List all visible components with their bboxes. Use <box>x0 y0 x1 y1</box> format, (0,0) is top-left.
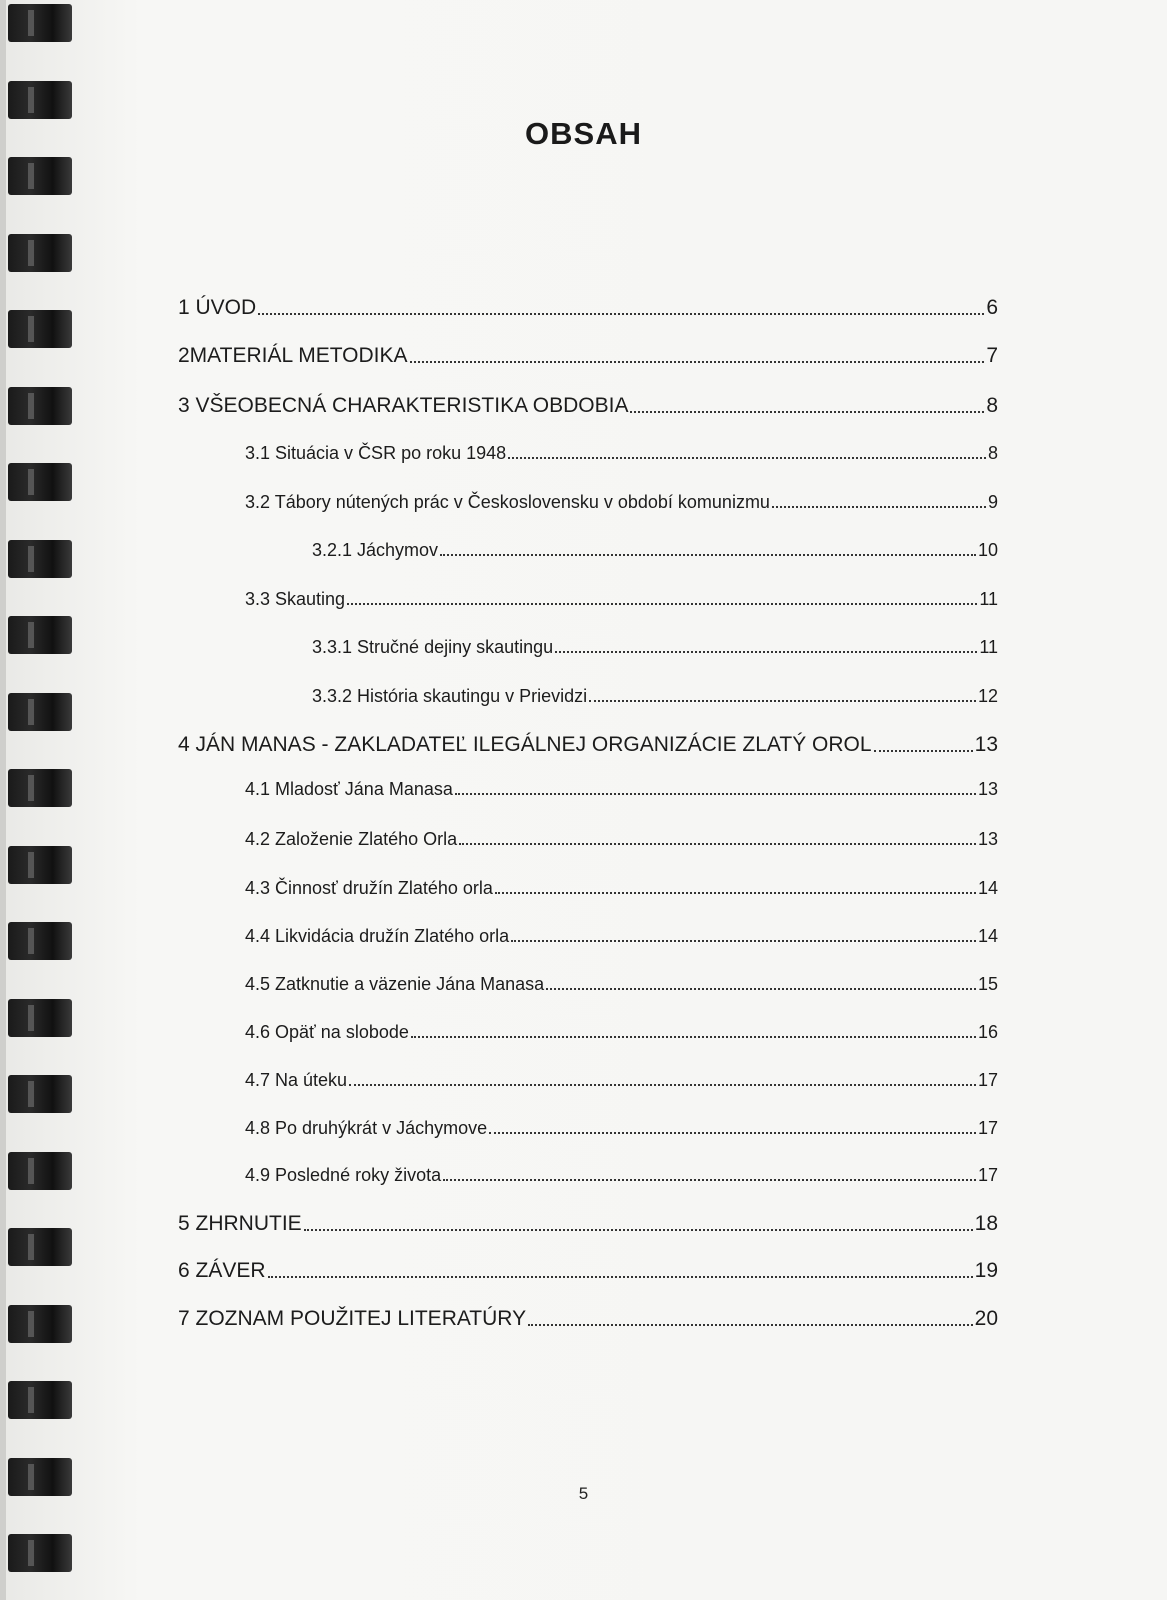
toc-dot-leader <box>555 650 977 653</box>
toc-entry-label: 4.2 Založenie Zlatého Orla <box>245 829 458 849</box>
toc-entry <box>245 492 998 513</box>
toc-entry <box>245 443 998 464</box>
toc-entry-label: 5 ZHRNUTIE <box>178 1212 302 1235</box>
toc-entry-page: 16 <box>977 1022 998 1042</box>
toc-entry-page: 8 <box>987 443 998 463</box>
toc-entry-label: 1 ÚVOD <box>178 296 257 319</box>
toc-dot-leader <box>546 987 976 990</box>
toc-entry-label: 4.9 Posledné roky života <box>245 1165 442 1185</box>
toc-entry-label: 3.2.1 Jáchymov <box>312 540 439 560</box>
toc-entry-label: 3.3.2 História skautingu v Prievidzi <box>312 686 588 706</box>
toc-dot-leader <box>874 749 973 752</box>
toc-entry-page: 14 <box>977 878 998 898</box>
toc-entry-label: 4.5 Zatknutie a väzenie Jána Manasa <box>245 974 545 994</box>
toc-dot-leader <box>528 1323 973 1326</box>
toc-dot-leader <box>459 842 976 845</box>
toc-entry-label: 6 ZÁVER <box>178 1259 266 1282</box>
toc-entry <box>312 686 998 707</box>
toc-entry-page: 10 <box>977 540 998 560</box>
toc-entry-label: 7 ZOZNAM POUŽITEJ LITERATÚRY <box>178 1307 527 1330</box>
toc-entry <box>178 296 998 320</box>
toc-entry <box>245 1022 998 1043</box>
toc-entry-page: 19 <box>974 1259 998 1282</box>
toc-entry-label: 4 JÁN MANAS - ZAKLADATEĽ ILEGÁLNEJ ORGANIZÁCIE ZLATÝ OROL <box>178 733 872 756</box>
toc-dot-leader <box>508 456 986 459</box>
toc-dot-leader <box>440 553 976 556</box>
toc-entry-page: 13 <box>974 733 998 756</box>
toc-entry-page: 13 <box>977 829 998 849</box>
toc-entry-label: 4.1 Mladosť Jána Manasa <box>245 779 453 799</box>
toc-dot-leader <box>268 1275 973 1278</box>
toc-entry <box>178 733 998 757</box>
toc-entry-page: 20 <box>974 1307 998 1330</box>
toc-dot-leader <box>495 891 976 894</box>
toc-dot-leader <box>511 939 976 942</box>
toc-entry-page: 17 <box>977 1165 998 1185</box>
toc-entry <box>178 1212 998 1236</box>
toc-entry-page: 13 <box>977 779 998 799</box>
toc-dot-leader <box>411 1035 976 1038</box>
toc-entry-label: 4.6 Opäť na slobode <box>245 1022 409 1042</box>
toc-entry <box>245 1165 998 1186</box>
toc-dot-leader <box>258 312 984 315</box>
toc-entry-label: 4.4 Likvidácia družín Zlatého orla <box>245 926 510 946</box>
toc-entry-label: 3.1 Situácia v ČSR po roku 1948 <box>245 443 507 463</box>
toc-entry-page: 12 <box>977 686 998 706</box>
page-title: OBSAH <box>525 116 642 151</box>
toc-dot-leader <box>443 1178 976 1181</box>
toc-dot-leader <box>489 1131 976 1134</box>
toc-entry <box>178 394 998 418</box>
toc-entry-page: 14 <box>977 926 998 946</box>
toc-dot-leader <box>772 505 986 508</box>
toc-entry-label: 4.8 Po druhýkrát v Jáchymove <box>245 1118 488 1138</box>
toc-dot-leader <box>304 1228 973 1231</box>
toc-entry <box>178 344 998 368</box>
page-number: 5 <box>578 1484 589 1503</box>
toc-entry <box>245 779 998 800</box>
toc-entry <box>245 1070 998 1091</box>
toc-entry-label: 2MATERIÁL METODIKA <box>178 344 408 367</box>
toc-entry-page: 7 <box>986 344 998 367</box>
toc-dot-leader <box>349 1083 976 1086</box>
toc-entry-page: 6 <box>986 296 998 319</box>
toc-entry-page: 11 <box>979 637 998 657</box>
toc-entry-label: 3.2 Tábory nútených prác v Československu v období komunizmu <box>245 492 770 512</box>
toc-dot-leader <box>589 699 976 702</box>
toc-entry-label: 3 VŠEOBECNÁ CHARAKTERISTIKA OBDOBIA <box>178 394 629 417</box>
toc-entry-page: 17 <box>977 1070 998 1090</box>
toc-entry-page: 11 <box>979 589 998 609</box>
toc-entry-page: 8 <box>986 394 998 417</box>
toc-dot-leader <box>410 360 985 363</box>
toc-entry <box>245 829 998 850</box>
toc-entry <box>245 926 998 947</box>
toc-entry <box>245 1118 998 1139</box>
toc-dot-leader <box>630 410 984 413</box>
toc-entry <box>178 1307 998 1331</box>
toc-dot-leader <box>455 792 976 795</box>
toc-entry-page: 9 <box>987 492 998 512</box>
toc-entry-page: 18 <box>974 1212 998 1235</box>
toc-entry-label: 3.3.1 Stručné dejiny skautingu <box>312 637 554 657</box>
toc-entry <box>245 974 998 995</box>
toc-entry-page: 17 <box>977 1118 998 1138</box>
toc-entry <box>245 589 998 610</box>
toc-entry-label: 4.3 Činnosť družín Zlatého orla <box>245 878 493 898</box>
toc-dot-leader <box>347 602 977 605</box>
toc-entry <box>312 637 998 658</box>
toc-entry <box>312 540 998 561</box>
toc-entry <box>178 1259 998 1283</box>
toc-entry-label: 4.7 Na úteku <box>245 1070 348 1090</box>
toc-entry-page: 15 <box>977 974 998 994</box>
toc-entry-label: 3.3 Skauting <box>245 589 346 609</box>
toc-entry <box>245 878 998 899</box>
